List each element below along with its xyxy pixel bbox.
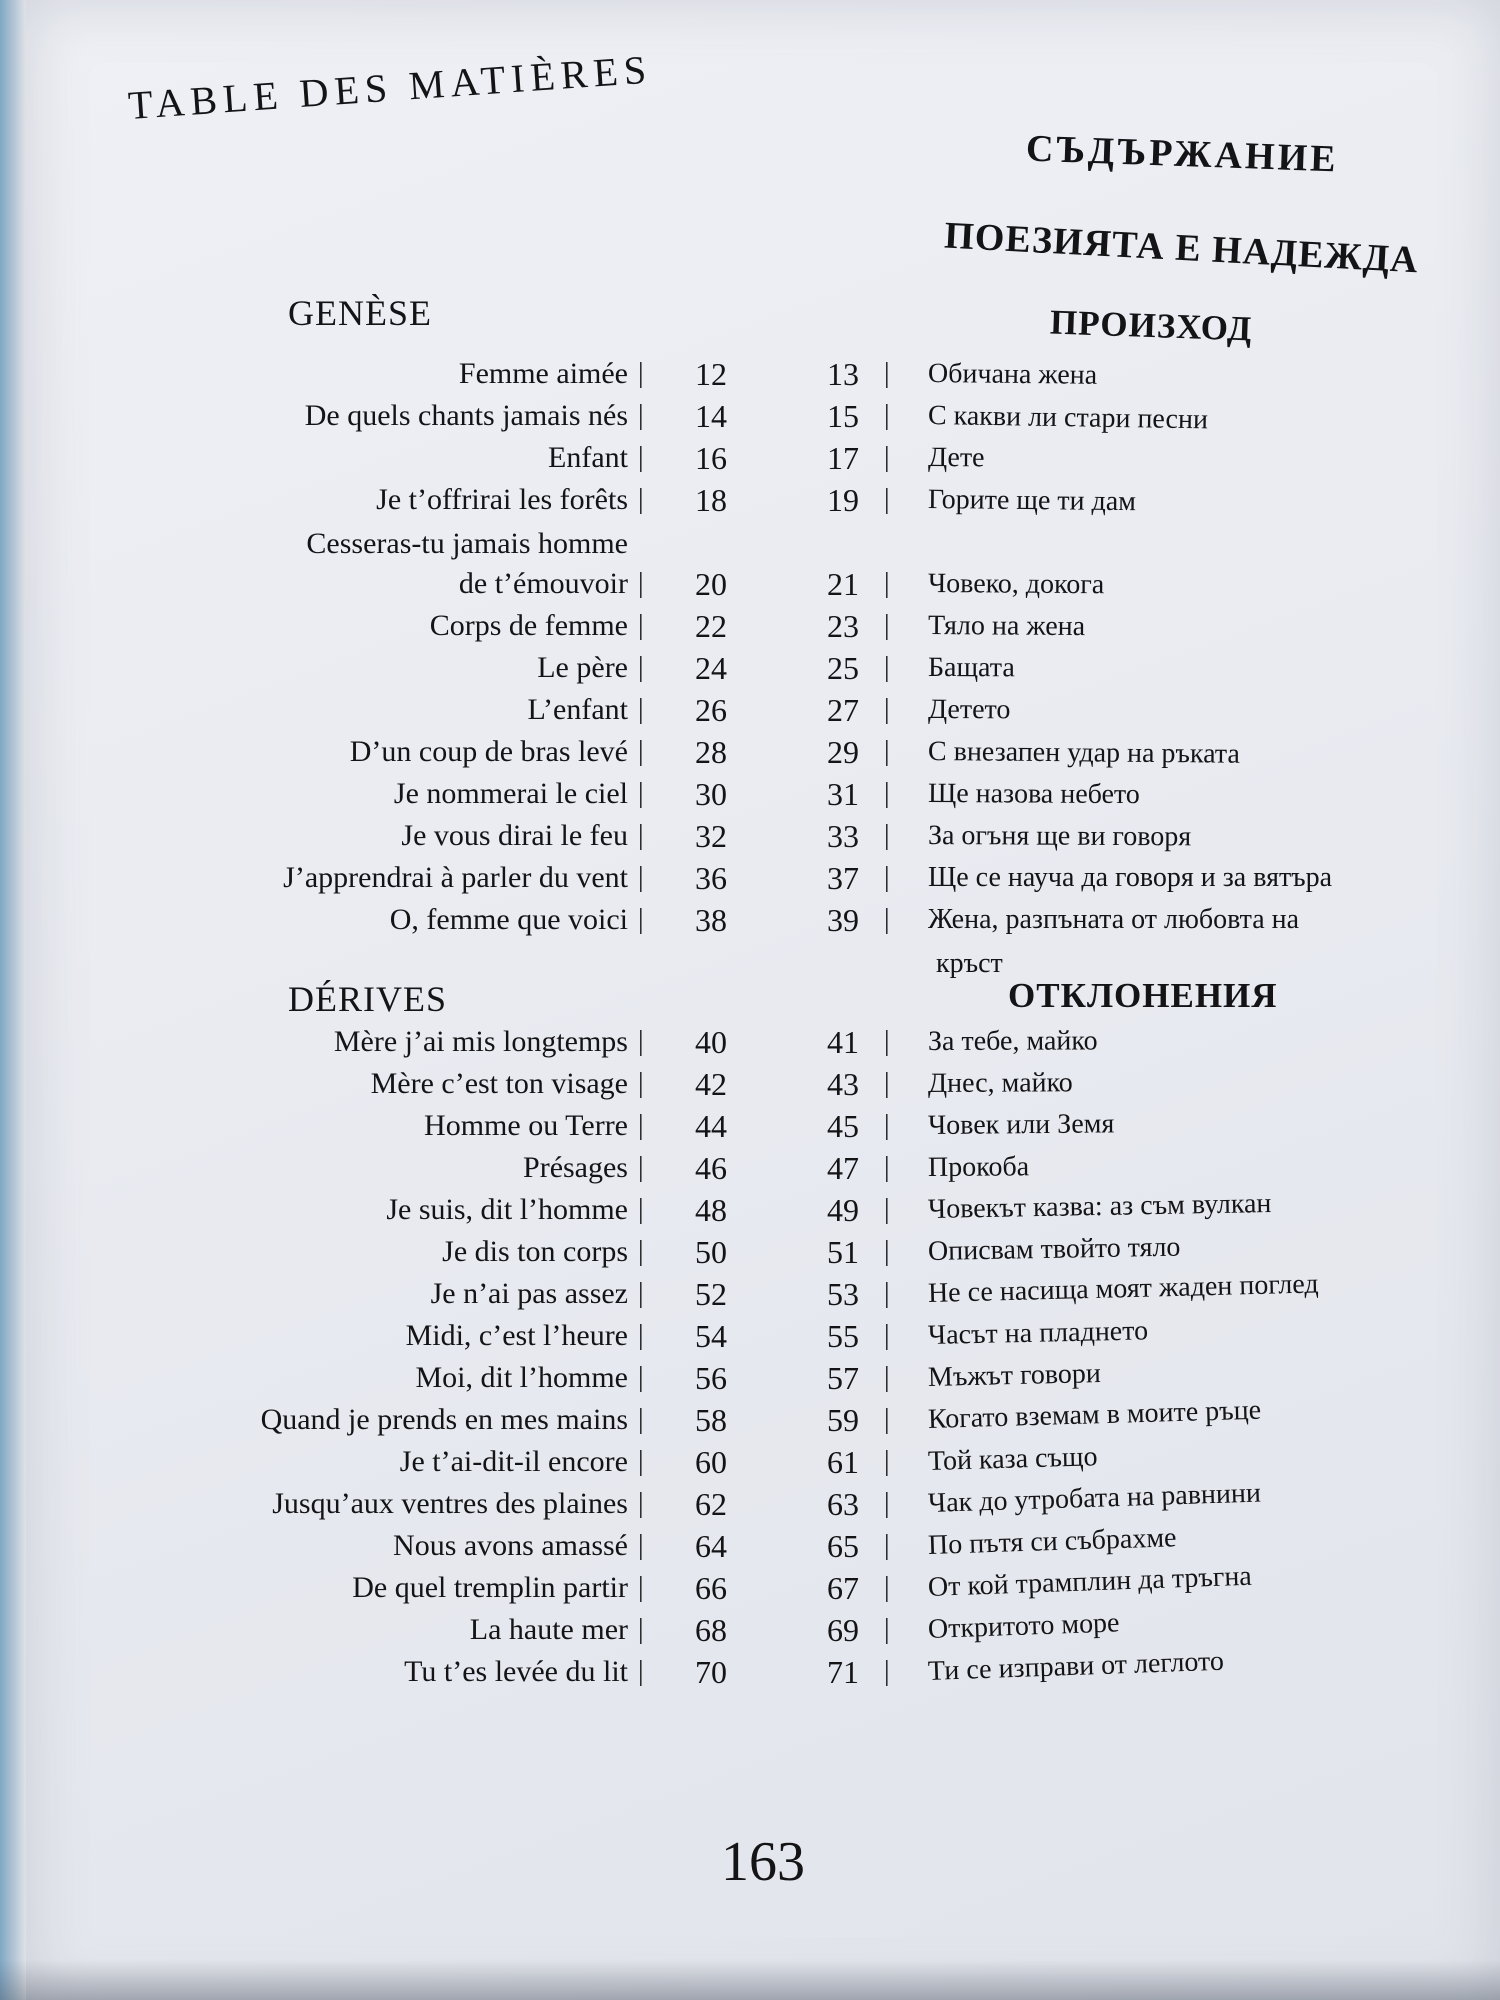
column-separator: |	[638, 820, 644, 851]
toc-entry-bulgarian-title: По пътя си събрахме	[927, 1522, 1177, 1561]
toc-entry-french-title: De quel tremplin partir	[352, 1571, 628, 1604]
column-separator: |	[638, 904, 644, 935]
toc-entry-row	[26, 1316, 1500, 1356]
column-separator: |	[884, 484, 890, 515]
toc-entry-french-page: 60	[695, 1444, 727, 1480]
toc-entry-bulgarian-page: 59	[827, 1402, 859, 1438]
column-separator: |	[884, 1278, 890, 1309]
toc-entry-bulgarian-title: Ще се науча да говоря и за вятъра	[928, 862, 1333, 893]
toc-entry-bulgarian-page: 51	[827, 1234, 859, 1270]
toc-entry-french-title: Je t’ai-dit-il encore	[399, 1445, 628, 1478]
column-separator: |	[884, 1110, 890, 1141]
toc-entry-bulgarian-title: Горите ще ти дам	[927, 484, 1137, 518]
toc-entry-bulgarian-page: 31	[827, 776, 859, 812]
toc-entry-bulgarian-page: 21	[827, 566, 859, 602]
column-separator: |	[638, 1110, 644, 1141]
toc-entry-french-title: J’apprendrai à parler du vent	[283, 861, 628, 894]
column-separator: |	[638, 610, 644, 641]
column-separator: |	[884, 778, 890, 809]
toc-entry-bulgarian-page: 23	[827, 608, 859, 644]
toc-entry-bulgarian-page: 61	[827, 1444, 859, 1480]
toc-entry-bulgarian-page: 53	[827, 1276, 859, 1312]
toc-entry-french-page: 44	[695, 1108, 727, 1144]
column-separator: |	[638, 442, 644, 473]
column-separator: |	[884, 1026, 890, 1057]
column-separator: |	[884, 694, 890, 725]
toc-entry-french-title: Tu t’es levée du lit	[404, 1655, 628, 1688]
toc-entry-french-page: 42	[695, 1066, 727, 1102]
column-separator: |	[638, 1068, 644, 1099]
toc-entry-bulgarian-page: 63	[827, 1486, 859, 1522]
toc-entry-french-title: Je nommerai le ciel	[393, 777, 628, 810]
column-separator: |	[638, 694, 644, 725]
toc-entry-bulgarian-page: 17	[827, 440, 859, 476]
toc-entry-french-page: 48	[695, 1192, 727, 1228]
toc-entry-row	[26, 1190, 1500, 1230]
toc-entry-bulgarian-page: 57	[827, 1360, 859, 1396]
toc-entry-french-page: 66	[695, 1570, 727, 1606]
toc-entry-french-page: 28	[695, 734, 727, 770]
column-separator: |	[638, 484, 644, 515]
column-separator: |	[884, 1614, 890, 1645]
toc-entry-bulgarian-title: Днес, майко	[927, 1067, 1073, 1099]
column-separator: |	[638, 1320, 644, 1351]
toc-entry-row	[26, 438, 1500, 478]
toc-entry-french-page: 40	[695, 1024, 727, 1060]
toc-entry-bulgarian-page: 45	[827, 1108, 859, 1144]
toc-entry-french-page: 22	[695, 608, 727, 644]
column-separator: |	[638, 1194, 644, 1225]
toc-entry-bulgarian-title: За тебе, майко	[927, 1025, 1098, 1057]
toc-entry-french-page: 24	[695, 650, 727, 686]
section-title-bulgarian: ОТКЛОНЕНИЯ	[1008, 976, 1278, 1015]
toc-entry-bulgarian-page: 39	[827, 902, 859, 938]
column-separator: |	[884, 1446, 890, 1477]
toc-entry-bulgarian-title: Ще назова небето	[927, 778, 1140, 811]
toc-entry-bulgarian-title: Дете	[927, 442, 985, 474]
toc-entry-row	[26, 816, 1500, 856]
toc-entry-bulgarian-page: 29	[827, 734, 859, 770]
toc-entry-french-page: 46	[695, 1150, 727, 1186]
page-bottom-shadow	[0, 1960, 1500, 2000]
toc-entry-french-title: Homme ou Terre	[424, 1109, 628, 1142]
toc-entry-bulgarian-page: 19	[827, 482, 859, 518]
toc-entry-row	[26, 1607, 1500, 1650]
toc-entry-bulgarian-title: Тяло на жена	[927, 610, 1086, 643]
toc-entry-french-page: 68	[695, 1612, 727, 1648]
toc-entry-french-title: Je vous dirai le feu	[401, 819, 628, 852]
column-separator: |	[884, 1152, 890, 1183]
toc-entry-french-title: Moi, dit l’homme	[415, 1361, 628, 1394]
column-separator: |	[884, 820, 890, 851]
column-separator: |	[884, 358, 890, 389]
toc-entry-bulgarian-page: 33	[827, 818, 859, 854]
toc-title-french: TABLE DES MATIÈRES	[126, 46, 654, 129]
page-number: 163	[721, 1831, 805, 1893]
column-separator: |	[884, 1656, 890, 1687]
column-separator: |	[884, 400, 890, 431]
book-title-bulgarian: ПОЕЗИЯТА Е НАДЕЖДА	[943, 214, 1420, 282]
toc-entry-french-title: Jusqu’aux ventres des plaines	[272, 1487, 628, 1520]
toc-entry-bulgarian-page: 67	[827, 1570, 859, 1606]
toc-entry-french-page: 18	[695, 482, 727, 518]
toc-entry-bulgarian-page: 43	[827, 1066, 859, 1102]
toc-entry-french-title: de t’émouvoir	[458, 567, 628, 600]
toc-entry-french-page: 20	[695, 566, 727, 602]
column-separator: |	[638, 1488, 644, 1519]
toc-entry-bulgarian-title: Човекът казва: аз съм вулкан	[927, 1188, 1272, 1225]
column-separator: |	[884, 1194, 890, 1225]
toc-entry-french-page: 38	[695, 902, 727, 938]
column-separator: |	[884, 1572, 890, 1603]
column-separator: |	[638, 1530, 644, 1561]
toc-entry-french-title: Je suis, dit l’homme	[386, 1193, 628, 1226]
toc-entry-bulgarian-title: С какви ли стари песни	[927, 400, 1209, 436]
column-separator: |	[884, 1362, 890, 1393]
toc-entry-bulgarian-page: 13	[827, 356, 859, 392]
toc-entry-row	[26, 1442, 1500, 1482]
toc-entry-row	[26, 648, 1500, 688]
column-separator: |	[638, 1026, 644, 1057]
toc-entry-french-page: 50	[695, 1234, 727, 1270]
column-separator: |	[638, 1446, 644, 1477]
toc-entry-bulgarian-page: 71	[827, 1654, 859, 1690]
toc-entry-french-title: Enfant	[548, 441, 628, 474]
toc-title-bulgarian: СЪДЪРЖАНИЕ	[1025, 127, 1340, 181]
column-separator: |	[638, 358, 644, 389]
toc-entry-row	[26, 354, 1500, 394]
column-separator: |	[638, 1614, 644, 1645]
column-separator: |	[638, 736, 644, 767]
toc-entry-row	[26, 1645, 1500, 1692]
toc-entry-french-title: Nous avons amassé	[393, 1529, 628, 1562]
column-separator: |	[638, 778, 644, 809]
column-separator: |	[884, 904, 890, 935]
column-separator: |	[884, 1404, 890, 1435]
toc-entry-french-page: 62	[695, 1486, 727, 1522]
toc-entry-french-page: 58	[695, 1402, 727, 1438]
toc-entry-french-page: 36	[695, 860, 727, 896]
column-separator: |	[884, 568, 890, 599]
toc-entry-bulgarian-title: Обичана жена	[927, 358, 1098, 391]
toc-entry-french-title-line1: Cesseras-tu jamais homme	[306, 527, 628, 560]
column-separator: |	[884, 1530, 890, 1561]
toc-entry-bulgarian-page: 15	[827, 398, 859, 434]
column-separator: |	[638, 1278, 644, 1309]
toc-entry-bulgarian-title: Човек или Земя	[927, 1108, 1115, 1141]
column-separator: |	[638, 1404, 644, 1435]
toc-entry-row	[26, 732, 1500, 772]
column-separator: |	[638, 568, 644, 599]
toc-entry-french-page: 56	[695, 1360, 727, 1396]
book-page	[26, 0, 1500, 2000]
toc-entry-bulgarian-page: 65	[827, 1528, 859, 1564]
toc-entry-bulgarian-page: 47	[827, 1150, 859, 1186]
column-separator: |	[884, 736, 890, 767]
toc-entry-bulgarian-title: Бащата	[927, 652, 1015, 684]
column-separator: |	[638, 400, 644, 431]
toc-entry-row	[26, 1148, 1500, 1188]
toc-entry-french-title: D’un coup de bras levé	[349, 735, 628, 768]
column-separator: |	[638, 1152, 644, 1183]
toc-entry-french-page: 14	[695, 398, 727, 434]
toc-entry-bulgarian-title: Детето	[927, 694, 1011, 726]
toc-entry-bulgarian-title: Когато вземам в моите ръце	[927, 1394, 1262, 1435]
toc-entry-bulgarian-title: Мъжът говори	[927, 1358, 1102, 1393]
column-separator: |	[638, 1236, 644, 1267]
toc-entry-french-page: 54	[695, 1318, 727, 1354]
toc-entry-bulgarian-title: Ти се изправи от леглото	[927, 1645, 1225, 1687]
toc-entry-bulgarian-title: За огъня ще ви говоря	[927, 820, 1192, 853]
toc-entry-bulgarian-title: Чак до утробата на равнини	[927, 1477, 1262, 1519]
toc-entry-row	[26, 900, 1500, 940]
toc-entry-french-title: Le père	[537, 651, 628, 684]
toc-entry-french-title: Quand je prends en mes mains	[260, 1403, 628, 1436]
toc-entry-row	[26, 858, 1500, 898]
section-title-bulgarian: ПРОИЗХОД	[1049, 302, 1254, 349]
toc-entry-french-title: O, femme que voici	[389, 903, 628, 936]
toc-entry-row	[26, 1394, 1500, 1440]
toc-entry-bulgarian-page: 69	[827, 1612, 859, 1648]
toc-entry-bulgarian-title: Не се насища моят жаден поглед	[927, 1268, 1319, 1309]
column-separator: |	[638, 1362, 644, 1393]
toc-entry-french-page: 32	[695, 818, 727, 854]
toc-entry-row	[26, 1022, 1500, 1062]
column-separator: |	[884, 1488, 890, 1519]
toc-entry-french-title: Mère j’ai mis longtemps	[333, 1025, 628, 1058]
column-separator: |	[884, 610, 890, 641]
toc-entry-french-title: L’enfant	[527, 693, 628, 726]
toc-entry-row	[26, 1268, 1500, 1314]
toc-entry-bulgarian-page: 41	[827, 1024, 859, 1060]
toc-entry-bulgarian-title: Човеко, докога	[927, 568, 1105, 601]
toc-entry-bulgarian-title: Жена, разпъната от любовта на	[928, 904, 1300, 935]
toc-entry-bulgarian-page: 49	[827, 1192, 859, 1228]
toc-entry-bulgarian-page: 37	[827, 860, 859, 896]
toc-entry-french-title: Je dis ton corps	[442, 1235, 628, 1268]
column-separator: |	[884, 862, 890, 893]
toc-entry-french-page: 16	[695, 440, 727, 476]
toc-entry-bulgarian-title: С внезапен удар на ръката	[927, 736, 1240, 770]
toc-entry-french-title: Femme aimée	[458, 357, 628, 390]
toc-entry-row	[26, 774, 1500, 814]
toc-entry-row	[26, 1477, 1500, 1524]
toc-entry-french-title: Corps de femme	[429, 609, 628, 642]
column-separator: |	[884, 1068, 890, 1099]
toc-entry-row	[26, 480, 1500, 520]
toc-entry-row	[26, 690, 1500, 730]
toc-entry-french-page: 12	[695, 356, 727, 392]
toc-entry-french-title: La haute mer	[469, 1613, 628, 1646]
section-title-french: DÉRIVES	[288, 979, 447, 1019]
column-separator: |	[884, 442, 890, 473]
toc-entry-row	[26, 1522, 1500, 1566]
toc-entry-french-title: Je t’offrirai les forêts	[376, 483, 628, 516]
column-separator: |	[884, 652, 890, 683]
column-separator: |	[638, 652, 644, 683]
column-separator: |	[638, 1572, 644, 1603]
toc-entry-bulgarian-title: Часът на пладнето	[927, 1315, 1149, 1351]
toc-entry-row	[26, 564, 1500, 604]
column-separator: |	[884, 1236, 890, 1267]
toc-entry-french-title: Je n’ai pas assez	[430, 1277, 628, 1310]
toc-entry-french-title: De quels chants jamais nés	[304, 399, 628, 432]
toc-entry-bulgarian-page: 55	[827, 1318, 859, 1354]
toc-entry-bulgarian-page: 27	[827, 692, 859, 728]
toc-entry-row	[26, 1106, 1500, 1146]
toc-entry-french-title: Mère c’est ton visage	[370, 1067, 628, 1100]
toc-entry-french-page: 30	[695, 776, 727, 812]
toc-entry-french-title: Midi, c’est l’heure	[405, 1319, 628, 1352]
toc-entry-bulgarian-title: Той каза също	[927, 1441, 1098, 1477]
toc-entry-french-page: 26	[695, 692, 727, 728]
toc-entry-bulgarian-title: От кой трамплин да тръгна	[927, 1560, 1253, 1603]
toc-entry-row	[26, 1560, 1500, 1608]
toc-entry-bulgarian-title: Прокоба	[927, 1151, 1030, 1183]
toc-entry-bulgarian-title: Откритото море	[927, 1607, 1120, 1645]
column-separator: |	[638, 1656, 644, 1687]
toc-entry-row	[26, 606, 1500, 646]
column-separator: |	[638, 862, 644, 893]
toc-entry-french-title: Présages	[523, 1151, 628, 1184]
toc-entry-bulgarian-title-line2: кръст	[936, 948, 1003, 979]
toc-entry-french-page: 64	[695, 1528, 727, 1564]
toc-entry-row	[26, 1064, 1500, 1104]
toc-entry-row	[26, 1358, 1500, 1398]
toc-entry-bulgarian-page: 25	[827, 650, 859, 686]
toc-entry-french-page: 52	[695, 1276, 727, 1312]
toc-entry-french-page: 70	[695, 1654, 727, 1690]
column-separator: |	[884, 1320, 890, 1351]
book-spine-edge	[0, 0, 26, 2000]
section-title-french: GENÈSE	[288, 293, 432, 333]
toc-entry-bulgarian-title: Описвам твойто тяло	[927, 1231, 1181, 1267]
toc-entry-row	[26, 396, 1500, 436]
